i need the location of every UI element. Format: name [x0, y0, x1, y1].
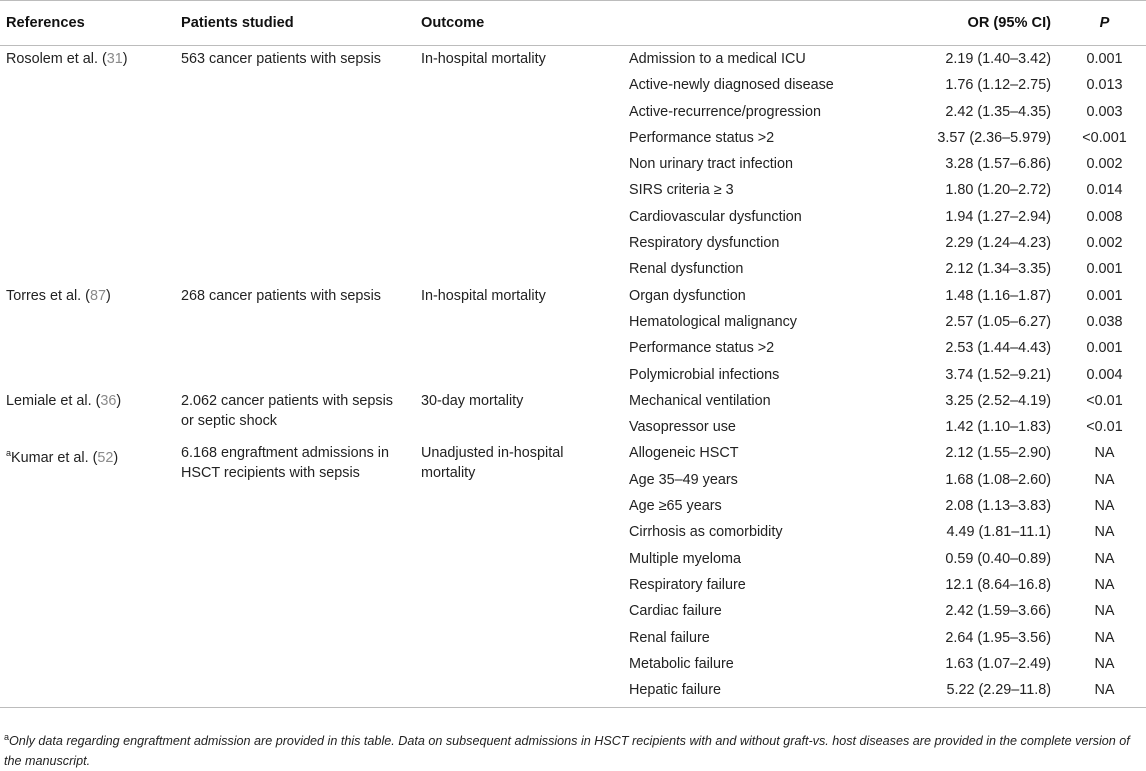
p-value-cell: <0.001: [1082, 129, 1127, 146]
p-value-cell: 0.001: [1086, 261, 1123, 278]
risk-factor-cell: Hepatic failure: [623, 677, 903, 708]
risk-factor-cell: Age 35–49 years: [629, 471, 738, 488]
reference-footnote-marker: a: [6, 448, 12, 459]
table-footnote: [4, 727, 1142, 771]
patients-studied-cell: 6.168 engraftment admissions in HSCT recipients with sepsis: [175, 440, 415, 707]
p-value-cell: 0.004: [1086, 366, 1123, 383]
risk-factor-cell: Hematological malignancy: [629, 313, 797, 330]
p-value-cell: 0.001: [1086, 287, 1123, 304]
outcome-cell: 30-day mortality: [421, 392, 524, 409]
patients-studied-cell: 268 cancer patients with sepsis: [181, 287, 381, 304]
reference-close: ): [116, 392, 122, 409]
patients-studied-cell: 563 cancer patients with sepsis: [181, 51, 381, 67]
odds-ratio-cell: 3.57 (2.36–5.979): [937, 129, 1051, 146]
p-value-cell: 0.038: [1086, 313, 1123, 330]
risk-factor-cell: Active-newly diagnosed disease: [629, 77, 834, 94]
odds-ratio-cell: 1.68 (1.08–2.60): [945, 471, 1051, 488]
outcome-cell: In-hospital mortality: [421, 51, 546, 67]
outcome-cell: In-hospital mortality: [421, 287, 546, 304]
risk-factor-cell: Polymicrobial infections: [629, 366, 780, 383]
table-body: [0, 46, 1146, 708]
p-value-cell: NA: [1094, 576, 1115, 593]
odds-ratio-cell: 0.59 (0.40–0.89): [945, 550, 1051, 567]
odds-ratio-cell: 12.1 (8.64–16.8): [945, 576, 1051, 593]
reference-cell: [0, 46, 175, 283]
p-value-cell: <0.01: [1086, 419, 1123, 436]
risk-factor-cell: Organ dysfunction: [629, 287, 746, 304]
p-value-cell: 0.001: [1086, 340, 1123, 357]
table-row: [0, 440, 1146, 466]
odds-ratio-cell: 1.42 (1.10–1.83): [945, 419, 1051, 436]
risk-factor-cell: Performance status >2: [629, 129, 775, 146]
footnote-text: Only data regarding engraftment admission are provided in this table. Data on subsequent admissions in HSCT recipients with and without graft-vs. host diseases are provided in the complete version of the manuscript.: [4, 734, 1130, 769]
p-value-cell: 0.003: [1086, 103, 1123, 120]
odds-ratio-cell: 1.94 (1.27–2.94): [945, 208, 1051, 225]
p-value-cell: NA: [1094, 524, 1115, 541]
reference-name: Rosolem et al. (: [6, 51, 107, 67]
risk-factor-cell: Renal failure: [629, 629, 710, 646]
risk-factor-cell: Non urinary tract infection: [629, 156, 793, 173]
citation-link[interactable]: 87: [89, 287, 106, 304]
p-value-cell: <0.01: [1086, 392, 1123, 409]
risk-factor-cell: Cirrhosis as comorbidity: [629, 524, 783, 541]
reference-name: Kumar et al. (: [11, 450, 98, 467]
citation-link[interactable]: 31: [106, 51, 123, 67]
odds-ratio-cell: 2.12 (1.55–2.90): [945, 445, 1051, 462]
reference-name: Lemiale et al. (: [6, 392, 101, 409]
reference-close: ): [122, 51, 128, 67]
risk-factor-cell: Vasopressor use: [629, 419, 736, 436]
risk-factor-cell: Age ≥65 years: [629, 498, 722, 515]
risk-factor-cell: Admission to a medical ICU: [629, 51, 806, 67]
odds-ratio-cell: 3.28 (1.57–6.86): [945, 156, 1051, 173]
odds-ratio-cell: 1.48 (1.16–1.87): [945, 287, 1051, 304]
p-value-cell: NA: [1094, 550, 1115, 567]
odds-ratio-cell: 2.08 (1.13–3.83): [945, 498, 1051, 515]
odds-ratio-cell: 1.76 (1.12–2.75): [945, 77, 1051, 94]
footnote-marker: a: [4, 732, 10, 742]
risk-factor-cell: Cardiac failure: [629, 603, 722, 620]
reference-close: ): [105, 287, 111, 304]
odds-ratio-cell: 2.53 (1.44–4.43): [945, 340, 1051, 357]
p-value-cell: NA: [1094, 655, 1115, 672]
p-value-cell: 0.002: [1086, 235, 1123, 252]
risk-factor-cell: Multiple myeloma: [629, 550, 741, 567]
p-value-cell: 0.008: [1086, 208, 1123, 225]
odds-ratio-cell: 2.42 (1.35–4.35): [945, 103, 1051, 120]
table-row: [0, 46, 1146, 73]
odds-ratio-cell: 3.74 (1.52–9.21): [945, 366, 1051, 383]
odds-ratio-cell: 4.49 (1.81–11.1): [946, 524, 1051, 541]
p-value-cell: 0.014: [1086, 182, 1123, 199]
odds-ratio-cell: 2.42 (1.59–3.66): [945, 603, 1051, 620]
header-row: [0, 1, 1146, 46]
odds-ratio-cell: 1.63 (1.07–2.49): [945, 655, 1051, 672]
citation-link[interactable]: 52: [97, 450, 114, 467]
odds-ratio-cell: 2.57 (1.05–6.27): [945, 313, 1051, 330]
risk-factor-cell: SIRS criteria ≥ 3: [629, 182, 734, 199]
table-row: [0, 388, 1146, 414]
odds-ratio-cell: 2.64 (1.95–3.56): [945, 629, 1051, 646]
p-value-cell: NA: [1094, 471, 1115, 488]
p-value-cell: 0.013: [1086, 77, 1123, 94]
citation-link[interactable]: 36: [100, 392, 117, 409]
risk-factor-cell: Performance status >2: [629, 340, 775, 357]
risk-factor-cell: Cardiovascular dysfunction: [629, 208, 802, 225]
p-value-cell: NA: [1094, 498, 1115, 515]
outcome-cell: Unadjusted in-hospital mortality: [415, 440, 623, 707]
odds-ratio-cell: 2.12 (1.34–3.35): [945, 261, 1051, 278]
risk-factor-cell: Respiratory dysfunction: [629, 235, 780, 252]
p-value-cell: NA: [1094, 629, 1115, 646]
p-value-cell: NA: [1094, 603, 1115, 620]
odds-ratio-cell: 2.29 (1.24–4.23): [945, 235, 1051, 252]
p-value-cell: NA: [1094, 445, 1115, 462]
header-odds-ratio: OR (95% CI): [903, 1, 1063, 46]
risk-factor-cell: Mechanical ventilation: [629, 392, 771, 409]
reference-cell: [0, 440, 175, 707]
odds-ratio-cell: 1.80 (1.20–2.72): [945, 182, 1051, 199]
patients-studied-cell: 2.062 cancer patients with sepsis or septic shock: [181, 392, 393, 429]
header-outcome: Outcome: [415, 1, 623, 46]
risk-factor-cell: Allogeneic HSCT: [629, 445, 739, 462]
risk-factor-cell: Renal dysfunction: [629, 261, 744, 278]
risk-factor-cell: Active-recurrence/progression: [629, 103, 821, 120]
reference-name: Torres et al. (: [6, 287, 90, 304]
header-p-value: P: [1063, 1, 1146, 46]
odds-ratio-cell: 3.25 (2.52–4.19): [945, 392, 1051, 409]
header-references: References: [0, 1, 175, 46]
reference-cell: [0, 283, 175, 388]
header-patients-studied: Patients studied: [175, 1, 415, 46]
p-value-cell: 0.001: [1086, 51, 1123, 67]
p-value-cell: NA: [1063, 677, 1146, 708]
table-row: [0, 283, 1146, 309]
reference-cell: [0, 388, 175, 441]
risk-factor-cell: Metabolic failure: [629, 655, 734, 672]
odds-ratio-cell: 5.22 (2.29–11.8): [903, 677, 1063, 708]
odds-ratio-cell: 2.19 (1.40–3.42): [945, 51, 1051, 67]
p-value-cell: 0.002: [1086, 156, 1123, 173]
header-factor: [623, 1, 903, 46]
reference-close: ): [113, 450, 119, 467]
risk-factor-cell: Respiratory failure: [629, 576, 746, 593]
